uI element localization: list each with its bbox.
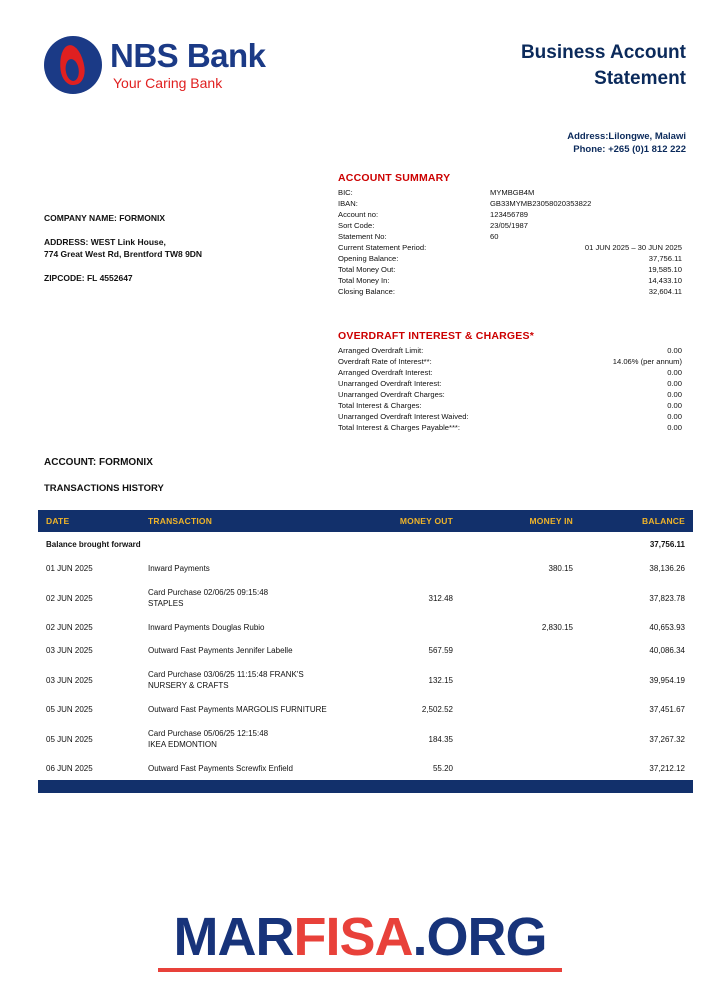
- cell-transaction: [140, 580, 341, 616]
- cell-balance: 40,653.93: [649, 623, 685, 632]
- cell-date: 02 JUN 2025: [46, 593, 93, 603]
- doc-title-line2: Statement: [594, 68, 686, 89]
- page-title: [521, 40, 686, 92]
- summary-row-value: 19,585.10: [648, 265, 682, 274]
- cell-transaction: Inward Payments: [148, 564, 210, 573]
- bank-logo: [44, 36, 266, 94]
- summary-row: [338, 367, 682, 378]
- cell-money-in: [461, 698, 581, 721]
- summary-row: [338, 198, 682, 209]
- summary-row: [338, 286, 682, 297]
- cell-transaction: Outward Fast Payments MARGOLIS FURNITURE: [148, 705, 327, 714]
- summary-row-label: BIC:: [338, 188, 353, 197]
- cell-money-out: 184.35: [428, 734, 453, 744]
- summary-row: [338, 209, 682, 220]
- watermark: [0, 908, 720, 972]
- table-row: [38, 616, 693, 639]
- overdraft-charges-rows: [338, 345, 682, 433]
- summary-row-value: 14.06% (per annum): [612, 357, 682, 366]
- cell-transaction: [140, 721, 341, 757]
- table-row: [38, 639, 693, 662]
- table-row: [38, 721, 693, 757]
- overdraft-charges-title: OVERDRAFT INTEREST & CHARGES*: [338, 330, 534, 342]
- summary-row-label: Arranged Overdraft Limit:: [338, 346, 424, 355]
- cell-transaction: Inward Payments Douglas Rubio: [148, 623, 265, 632]
- summary-row: [338, 411, 682, 422]
- bank-contact: [567, 130, 686, 156]
- cell-money-in: [461, 580, 581, 616]
- summary-row: [338, 400, 682, 411]
- cell-date: 03 JUN 2025: [46, 675, 93, 685]
- cell-date: 05 JUN 2025: [46, 734, 93, 744]
- cell-date: 02 JUN 2025: [46, 623, 93, 632]
- summary-row-value: 32,604.11: [648, 287, 682, 296]
- doc-title-line1: Business Account: [520, 42, 686, 63]
- transaction-line-2: STAPLES: [148, 599, 184, 608]
- summary-row-label: Total Interest & Charges:: [338, 401, 422, 410]
- cell-transaction: [140, 662, 341, 698]
- account-summary-rows: [338, 187, 682, 297]
- transactions-title: TRANSACTIONS HISTORY: [44, 483, 164, 494]
- customer-zipcode: ZIPCODE: FL 4552647: [44, 273, 133, 283]
- cell-transaction: Outward Fast Payments Screwfix Enfield: [148, 764, 293, 773]
- customer-name: COMPANY NAME: FORMONIX: [44, 213, 166, 223]
- cell-balance: 37,267.32: [649, 734, 685, 744]
- summary-row: [338, 345, 682, 356]
- cell-balance: 37,823.78: [649, 593, 685, 603]
- summary-row: [338, 242, 682, 253]
- flame-logo-icon: [44, 36, 102, 94]
- summary-row: [338, 275, 682, 286]
- transaction-line-1: Card Purchase 03/06/25 11:15:48 FRANK'S: [148, 670, 304, 679]
- table-row: [38, 580, 693, 616]
- summary-row-value: MYMBGB4M: [490, 188, 535, 197]
- balance-brought-forward-label: Balance brought forward: [46, 540, 141, 549]
- customer-address-line1: ADDRESS: WEST Link House,: [44, 237, 166, 247]
- summary-row: [338, 422, 682, 433]
- cell-money-in: 380.15: [548, 564, 573, 573]
- transaction-line-2: IKEA EDMONTION: [148, 740, 217, 749]
- transaction-line-1: Card Purchase 05/06/25 12:15:48: [148, 729, 269, 738]
- bank-logo-text: [110, 36, 266, 91]
- document-header: [0, 32, 720, 122]
- cell-date: 03 JUN 2025: [46, 646, 93, 655]
- summary-row-value: 0.00: [667, 423, 682, 432]
- bank-tagline: Your Caring Bank: [113, 75, 223, 91]
- cell-money-in: [461, 662, 581, 698]
- customer-address: [44, 236, 294, 260]
- cell-balance: 38,136.26: [649, 564, 685, 573]
- cell-money-out: [341, 616, 461, 639]
- customer-address-line2: 774 Great West Rd, Brentford TW8 9DN: [44, 249, 203, 259]
- watermark-part2: FISA: [293, 907, 413, 967]
- cell-balance: 37,212.12: [649, 764, 685, 773]
- summary-row: [338, 253, 682, 264]
- cell-money-in: [461, 639, 581, 662]
- table-row: [38, 698, 693, 721]
- summary-row-label: Total Money In:: [338, 276, 390, 285]
- column-header-date: DATE: [38, 510, 140, 532]
- summary-row-label: Overdraft Rate of Interest**:: [338, 357, 432, 366]
- cell-money-in: [461, 532, 581, 557]
- account-label: ACCOUNT: FORMONIX: [44, 457, 153, 468]
- summary-row-value: 14,433.10: [648, 276, 682, 285]
- customer-details: [44, 212, 294, 296]
- cell-date: 01 JUN 2025: [46, 564, 93, 573]
- summary-row: [338, 356, 682, 367]
- summary-row: [338, 389, 682, 400]
- summary-row-label: Account no:: [338, 210, 379, 219]
- summary-row: [338, 378, 682, 389]
- summary-row-value: 60: [490, 232, 499, 241]
- balance-brought-forward-value: 37,756.11: [649, 540, 685, 549]
- watermark-underline: [158, 968, 562, 972]
- bank-name: NBS Bank: [110, 37, 266, 74]
- cell-money-out: 132.15: [428, 675, 453, 685]
- table-row: [38, 757, 693, 780]
- summary-row-label: Closing Balance:: [338, 287, 395, 296]
- summary-row-label: Arranged Overdraft Interest:: [338, 368, 433, 377]
- cell-money-in: [461, 721, 581, 757]
- watermark-part3: .ORG: [412, 907, 547, 967]
- summary-row-label: Total Interest & Charges Payable***:: [338, 423, 460, 432]
- summary-row-label: Current Statement Period:: [338, 243, 427, 252]
- summary-row-value: 0.00: [667, 401, 682, 410]
- cell-money-out: 312.48: [428, 593, 453, 603]
- watermark-part1: MAR: [173, 907, 294, 967]
- cell-money-out: [341, 557, 461, 580]
- summary-row: [338, 187, 682, 198]
- summary-row-value: 0.00: [667, 379, 682, 388]
- transactions-table: [38, 510, 693, 780]
- table-row: [38, 532, 693, 557]
- cell-money-out: 2,502.52: [421, 705, 453, 714]
- transaction-line-2: NURSERY & CRAFTS: [148, 681, 229, 690]
- summary-row-value: 0.00: [667, 412, 682, 421]
- summary-row: [338, 264, 682, 275]
- column-header-balance: BALANCE: [581, 510, 693, 532]
- summary-row-label: Unarranged Overdraft Interest:: [338, 379, 442, 388]
- cell-transaction: Outward Fast Payments Jennifer Labelle: [148, 646, 293, 655]
- summary-row: [338, 220, 682, 231]
- column-header-money-in: MONEY IN: [461, 510, 581, 532]
- summary-row: [338, 231, 682, 242]
- cell-balance: 40,086.34: [649, 646, 685, 655]
- overdraft-charges: [338, 330, 682, 433]
- table-row: [38, 662, 693, 698]
- summary-row-label: Unarranged Overdraft Interest Waived:: [338, 412, 469, 421]
- transaction-line-1: Card Purchase 02/06/25 09:15:48: [148, 588, 269, 597]
- summary-row-label: Opening Balance:: [338, 254, 399, 263]
- summary-row-label: IBAN:: [338, 199, 358, 208]
- cell-money-out: 567.59: [428, 646, 453, 655]
- watermark-text: [0, 908, 720, 966]
- summary-row-value: 0.00: [667, 346, 682, 355]
- summary-row-label: Sort Code:: [338, 221, 375, 230]
- cell-balance: 39,954.19: [649, 675, 685, 685]
- cell-balance: 37,451.67: [649, 705, 685, 714]
- table-header-row: [38, 510, 693, 532]
- summary-row-label: Statement No:: [338, 232, 387, 241]
- cell-date: 05 JUN 2025: [46, 705, 93, 714]
- summary-row-label: Unarranged Overdraft Charges:: [338, 390, 445, 399]
- summary-row-value: 123456789: [490, 210, 529, 219]
- cell-money-out: [341, 532, 461, 557]
- bank-phone: Phone: +265 (0)1 812 222: [573, 144, 686, 155]
- summary-row-value: 23/05/1987: [490, 221, 529, 230]
- cell-money-in: [461, 757, 581, 780]
- summary-row-value: 37,756.11: [648, 254, 682, 263]
- table-footer-bar: [38, 780, 693, 793]
- account-summary-title: ACCOUNT SUMMARY: [338, 172, 451, 184]
- transactions-body: [38, 532, 693, 780]
- column-header-money-out: MONEY OUT: [341, 510, 461, 532]
- column-header-transaction: TRANSACTION: [140, 510, 341, 532]
- summary-row-label: Total Money Out:: [338, 265, 396, 274]
- table-row: [38, 557, 693, 580]
- cell-money-out: 55.20: [432, 764, 453, 773]
- summary-row-value: 0.00: [667, 390, 682, 399]
- bank-address: Address:Lilongwe, Malawi: [567, 131, 686, 142]
- transactions-table-wrap: [38, 510, 693, 793]
- summary-row-value: 01 JUN 2025 – 30 JUN 2025: [584, 243, 682, 252]
- summary-row-value: 0.00: [667, 368, 682, 377]
- account-summary: [338, 172, 682, 297]
- summary-row-value: GB33MYMB23058020353822: [490, 199, 592, 208]
- cell-money-in: 2,830.15: [541, 623, 573, 632]
- cell-date: 06 JUN 2025: [46, 764, 93, 773]
